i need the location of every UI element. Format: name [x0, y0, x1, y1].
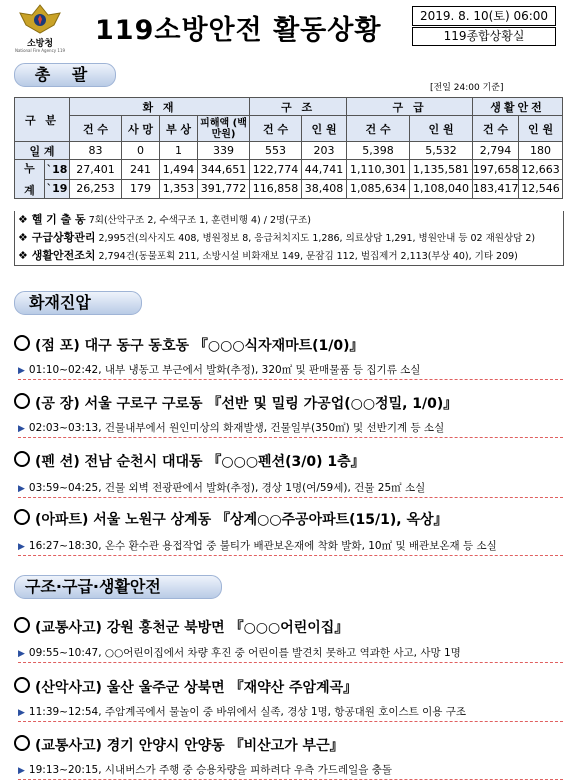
subheader: 건 수	[347, 116, 410, 142]
note-text: 7회(산악구조 2, 수색구조 1, 훈련비행 4) / 2명(구조)	[88, 215, 311, 226]
triangle-bullet-icon: ▶	[18, 708, 25, 718]
fire-heading: 화재진압	[14, 291, 142, 315]
note-ems-management	[15, 229, 563, 247]
fire-item-detail-text: 03:59~04:25, 건물 외벽 전광판에서 발화(추정), 경상 1명(여/59세), 건물 25㎡ 소실	[28, 482, 426, 494]
fire-item	[14, 393, 457, 413]
table-cell: 180	[519, 142, 563, 160]
rescue-item-title: (교통사고) 경기 안양시 안양동 『비산고가 부근』	[35, 738, 344, 754]
note-text: 2,794건(동물포획 211, 소방시설 비화재보 149, 문잠김 112, 벌집제거 2,113(부상 40), 기타 209)	[98, 251, 518, 262]
table-cell: 38,408	[302, 179, 347, 199]
summary-heading: 총 괄	[14, 63, 116, 87]
agency-name: 소방청	[26, 39, 54, 49]
agency-name-en: National Fire Agency 119	[14, 48, 66, 53]
table-cell: 83	[70, 142, 122, 160]
group-rescue: 구 조	[250, 98, 347, 116]
table-cell: 203	[302, 142, 347, 160]
rescue-item-detail-text: 19:13~20:15, 시내버스가 주행 중 승용차량을 피하려다 우측 가드레일을 충돌	[28, 764, 392, 776]
fire-item-detail-text: 16:27~18:30, 온수 환수관 용접작업 중 불티가 배관보온재에 착화 발화, 10㎡ 및 배관보온재 등 소실	[28, 540, 497, 552]
table-cell: 1,110,301	[347, 160, 410, 180]
rescue-heading: 구조·구급·생활안전	[14, 575, 222, 599]
table-cell: 344,651	[198, 160, 250, 180]
table-cell: 1,135,581	[410, 160, 473, 180]
table-cell: 391,772	[198, 179, 250, 199]
row-year: `19	[45, 179, 70, 199]
subheader: 인 원	[410, 116, 473, 142]
note-key: ❖ 헬 기 출 동	[18, 213, 86, 226]
subheader: 인 원	[519, 116, 563, 142]
table-row	[15, 142, 563, 160]
summary-table	[14, 97, 563, 199]
subheader: 건 수	[70, 116, 122, 142]
table-cell: 241	[122, 160, 160, 180]
rescue-item	[14, 677, 357, 697]
as-of-note: [전일 24:00 기준]	[430, 83, 504, 93]
note-key: ❖ 생활안전조치	[18, 249, 96, 262]
table-cell: 0	[122, 142, 160, 160]
rescue-item-title: (교통사고) 강원 홍천군 북방면 『○○○어린이집』	[35, 620, 349, 636]
fire-item	[14, 335, 364, 355]
triangle-bullet-icon: ▶	[18, 484, 25, 494]
subheader: 피해액 (백만원)	[198, 116, 250, 142]
fire-item-detail	[18, 420, 563, 438]
triangle-bullet-icon: ▶	[18, 766, 25, 776]
fire-item-title: (펜 션) 전남 순천시 대대동 『○○○펜션(3/0) 1층』	[35, 454, 365, 470]
row-label	[15, 160, 45, 199]
fire-item	[14, 509, 448, 529]
table-row	[15, 179, 563, 199]
rescue-item-detail	[18, 762, 563, 780]
rescue-item-detail	[18, 645, 563, 663]
table-row	[15, 160, 563, 180]
fire-item-detail	[18, 480, 563, 498]
rescue-item-detail	[18, 704, 563, 722]
summary-notes	[14, 211, 564, 266]
rescue-item-title: (산악사고) 울산 울주군 상북면 『재약산 주암계곡』	[35, 680, 358, 696]
circle-bullet-icon	[14, 451, 30, 467]
table-cell: 26,253	[70, 179, 122, 199]
row-label-bottom: 계	[24, 184, 35, 197]
fire-item-title: (점 포) 대구 동구 동호동 『○○○식자재마트(1/0)』	[35, 338, 364, 354]
triangle-bullet-icon: ▶	[18, 424, 25, 434]
table-cell: 116,858	[250, 179, 302, 199]
circle-bullet-icon	[14, 509, 30, 525]
circle-bullet-icon	[14, 617, 30, 633]
table-cell: 5,398	[347, 142, 410, 160]
subheader: 건 수	[473, 116, 519, 142]
table-cell: 12,663	[519, 160, 563, 180]
table-cell: 1,353	[160, 179, 198, 199]
fire-item-detail-text: 02:03~03:13, 건물내부에서 원인미상의 화재발생, 건물일부(350㎡) 및 선반기계 등 소실	[28, 422, 445, 434]
circle-bullet-icon	[14, 677, 30, 693]
table-cell: 1,108,040	[410, 179, 473, 199]
table-cell: 553	[250, 142, 302, 160]
table-cell: 2,794	[473, 142, 519, 160]
triangle-bullet-icon: ▶	[18, 649, 25, 659]
group-life-safety: 생활안전	[473, 98, 563, 116]
fire-item-title: (아파트) 서울 노원구 상계동 『상계○○주공아파트(15/1), 옥상』	[35, 512, 448, 528]
table-cell: 197,658	[473, 160, 519, 180]
rescue-item-detail-text: 11:39~12:54, 주암계곡에서 물놀이 중 바위에서 실족, 경상 1명, 항공대원 호이스트 이용 구조	[28, 706, 467, 718]
report-office: 119종합상황실	[412, 27, 556, 46]
table-cell: 1,085,634	[347, 179, 410, 199]
fire-item	[14, 451, 365, 471]
note-helicopter	[15, 211, 563, 229]
circle-bullet-icon	[14, 393, 30, 409]
row-label: 일 계	[15, 142, 70, 160]
note-key: ❖ 구급상황관리	[18, 231, 96, 244]
group-fire: 화 재	[70, 98, 250, 116]
table-cell: 27,401	[70, 160, 122, 180]
group-ems: 구 급	[347, 98, 473, 116]
rescue-item	[14, 735, 344, 755]
page-title: 119소방안전 활동상황	[95, 15, 382, 46]
table-cell: 183,417	[473, 179, 519, 199]
table-cell: 44,741	[302, 160, 347, 180]
note-life-safety	[15, 247, 563, 265]
note-text: 2,995건(의사지도 408, 병원정보 8, 응급처치지도 1,286, 의료상담 1,291, 병원안내 등 02 재원상담 2)	[98, 233, 536, 244]
table-cell: 179	[122, 179, 160, 199]
row-year: `18	[45, 160, 70, 180]
subheader: 건 수	[250, 116, 302, 142]
table-cell: 339	[198, 142, 250, 160]
fire-item-detail	[18, 362, 563, 380]
table-cell: 1	[160, 142, 198, 160]
table-cell: 12,546	[519, 179, 563, 199]
table-cell: 122,774	[250, 160, 302, 180]
table-cell: 5,532	[410, 142, 473, 160]
subheader: 인 원	[302, 116, 347, 142]
subheader: 부 상	[160, 116, 198, 142]
col-group-label: 구 분	[15, 98, 70, 142]
circle-bullet-icon	[14, 735, 30, 751]
fire-item-detail	[18, 538, 563, 556]
report-date: 2019. 8. 10(토) 06:00	[412, 6, 556, 26]
fire-item-title: (공 장) 서울 구로구 구로동 『선반 및 밀링 가공업(○○정밀, 1/0)』	[35, 396, 458, 412]
circle-bullet-icon	[14, 335, 30, 351]
triangle-bullet-icon: ▶	[18, 542, 25, 552]
table-cell: 1,494	[160, 160, 198, 180]
rescue-item	[14, 617, 348, 637]
row-label-top: 누	[24, 162, 35, 175]
triangle-bullet-icon: ▶	[18, 366, 25, 376]
rescue-item-detail-text: 09:55~10:47, ○○어린이집에서 차량 후진 중 어린이를 발견치 못하고 역과한 사고, 사망 1명	[28, 647, 461, 659]
subheader: 사 망	[122, 116, 160, 142]
fire-item-detail-text: 01:10~02:42, 내부 냉동고 부근에서 발화(추정), 320㎡ 및 판매물품 등 집기류 소실	[28, 364, 421, 376]
